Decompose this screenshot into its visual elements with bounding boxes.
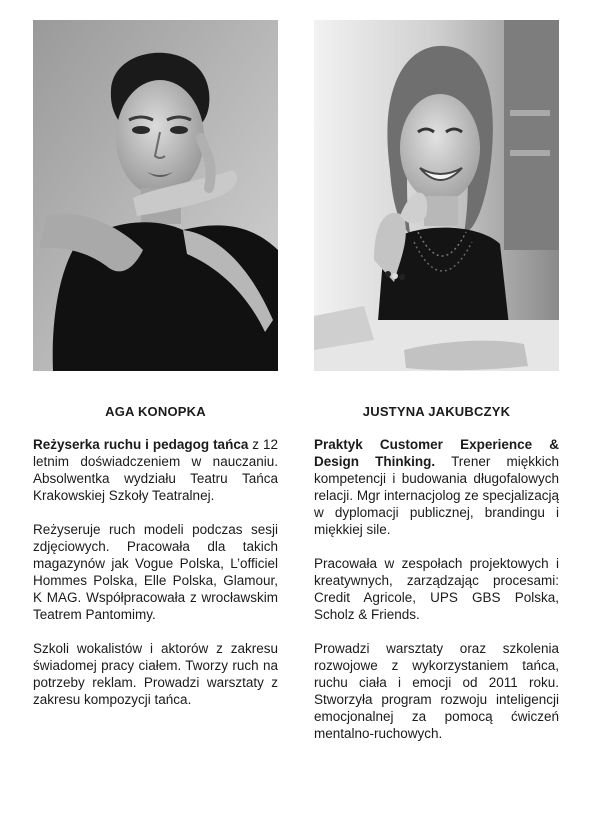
bio-text: Szkoli wokalistów i aktorów z zakresu świadomej pracy ciałem. Tworzy ruch na potrzeby reklam. Prowadzi warsztaty z zakresu kompozycji tańca. <box>33 641 278 707</box>
person-name-right: JUSTYNA JAKUBCZYK <box>362 404 511 419</box>
bio-lead: Reżyserka ruchu i pedagog tańca <box>33 437 249 452</box>
bio-text: Reżyseruje ruch modeli podczas sesji zdjęciowych. Pracowała dla takich magazynów jak Vogue Polska, L’officiel Hommes Polska, Elle Polska, Glamour, K MAG. Współpracowała z wrocławskim Teatrem Pantomimy. <box>33 522 278 622</box>
bio-text: Pracowała w zespołach projektowych i kreatywnych, zarządzając procesami: Credit Agricole, UPS GBS Polska, Scholz & Friends. <box>314 556 559 622</box>
bio-paragraph <box>33 521 278 623</box>
profile-column-right <box>314 20 559 759</box>
bio-paragraph <box>314 555 559 623</box>
portrait-photo-left <box>33 20 278 371</box>
bio-text: Prowadzi warsztaty oraz szkolenia rozwojowe z wykorzystaniem tańca, ruchu ciała i emocji od 2011 roku. Stworzyła program rozwoju inteligencji emocjonalnej za pomocą ćwiczeń mentalno-ruchowych. <box>314 641 559 741</box>
portrait-photo-right <box>314 20 559 371</box>
bio-paragraph <box>33 436 278 504</box>
bio-text: z 12 letnim doświadczeniem w nauczaniu. Absolwentka wydziału Teatru Tańca Krakowskiej Szkoły Teatralnej. <box>33 437 278 503</box>
bio-paragraph <box>33 640 278 708</box>
bio-right <box>314 436 559 742</box>
person-name-left: AGA KONOPKA <box>105 404 206 419</box>
bio-text: Trener miękkich kompetencji i budowania długofalowych relacji. Mgr internacjolog ze specjalizacją w dyplomacji publicznej, brandingu i miękkiej sile. <box>314 454 559 537</box>
bio-lead: Praktyk Customer Experience & Design Thinking. <box>314 437 559 469</box>
bio-paragraph <box>314 640 559 742</box>
profile-column-left <box>33 20 278 725</box>
bio-left <box>33 436 278 708</box>
bio-paragraph <box>314 436 559 538</box>
